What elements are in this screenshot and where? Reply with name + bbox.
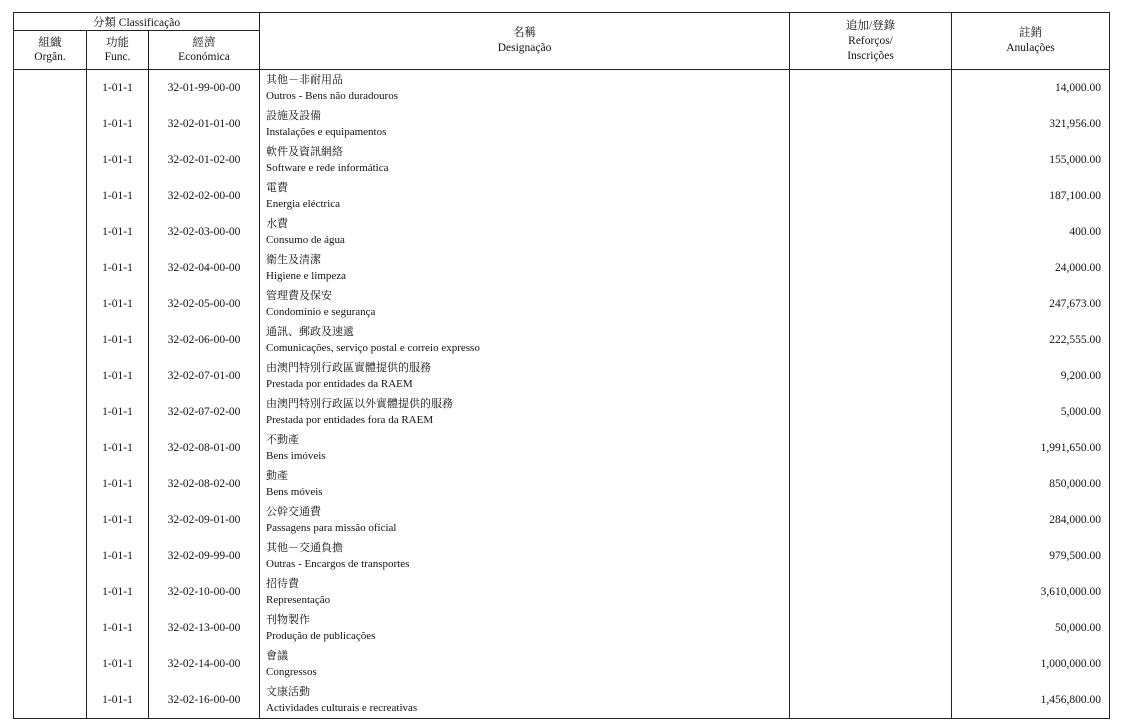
- header-anulacoes-zh: 註銷: [1019, 27, 1043, 39]
- anulacoes-cell: 1,000,000.00: [952, 646, 1110, 682]
- func-cell: 1-01-1: [87, 394, 149, 430]
- economica-cell: 32-02-10-00-00: [149, 574, 260, 610]
- designacao-cell: [260, 70, 790, 107]
- designacao-zh: 其他－非耐用品: [266, 73, 344, 86]
- table-row: [14, 646, 1110, 682]
- table-row: [14, 322, 1110, 358]
- anulacoes-cell: 321,956.00: [952, 106, 1110, 142]
- reforcos-cell: [790, 142, 952, 178]
- reforcos-cell: [790, 574, 952, 610]
- anulacoes-cell: 9,200.00: [952, 358, 1110, 394]
- anulacoes-cell: 187,100.00: [952, 178, 1110, 214]
- organ-cell: [14, 646, 87, 682]
- table-row: [14, 466, 1110, 502]
- header-classificacao: 分類 Classificação: [14, 13, 260, 31]
- economica-cell: 32-02-13-00-00: [149, 610, 260, 646]
- designacao-cell: [260, 358, 790, 394]
- designacao-pt: Produção de publicações: [266, 630, 376, 642]
- header-organ-zh: 組織: [38, 37, 62, 49]
- organ-cell: [14, 250, 87, 286]
- organ-cell: [14, 610, 87, 646]
- designacao-zh: 設施及設備: [266, 109, 322, 122]
- func-cell: 1-01-1: [87, 214, 149, 250]
- designacao-zh: 由澳門特別行政區實體提供的服務: [266, 361, 432, 374]
- organ-cell: [14, 502, 87, 538]
- func-cell: 1-01-1: [87, 610, 149, 646]
- economica-cell: 32-02-07-02-00: [149, 394, 260, 430]
- organ-cell: [14, 394, 87, 430]
- anulacoes-cell: 5,000.00: [952, 394, 1110, 430]
- designacao-pt: Software e rede informática: [266, 162, 389, 174]
- table-row: [14, 538, 1110, 574]
- economica-cell: 32-02-09-99-00: [149, 538, 260, 574]
- reforcos-cell: [790, 430, 952, 466]
- func-cell: 1-01-1: [87, 646, 149, 682]
- designacao-cell: [260, 250, 790, 286]
- reforcos-cell: [790, 538, 952, 574]
- designacao-zh: 衛生及清潔: [266, 253, 322, 266]
- anulacoes-cell: 1,991,650.00: [952, 430, 1110, 466]
- designacao-pt: Passagens para missão oficial: [266, 522, 397, 534]
- designacao-zh: 軟件及資訊網絡: [266, 145, 344, 158]
- economica-cell: 32-02-07-01-00: [149, 358, 260, 394]
- designacao-pt: Bens imóveis: [266, 450, 326, 462]
- reforcos-cell: [790, 358, 952, 394]
- designacao-zh: 其他－交通負擔: [266, 541, 344, 554]
- header-reforcos-zh: 追加/登錄: [845, 19, 896, 32]
- designacao-cell: [260, 430, 790, 466]
- func-cell: 1-01-1: [87, 538, 149, 574]
- economica-cell: 32-02-05-00-00: [149, 286, 260, 322]
- designacao-zh: 招待費: [266, 577, 300, 590]
- designacao-cell: [260, 610, 790, 646]
- header-designacao: [260, 13, 790, 70]
- reforcos-cell: [790, 610, 952, 646]
- func-cell: 1-01-1: [87, 466, 149, 502]
- anulacoes-cell: 222,555.00: [952, 322, 1110, 358]
- header-designacao-zh: 名稱: [513, 27, 537, 39]
- func-cell: 1-01-1: [87, 682, 149, 719]
- func-cell: 1-01-1: [87, 358, 149, 394]
- table-row: [14, 178, 1110, 214]
- func-cell: 1-01-1: [87, 250, 149, 286]
- designacao-zh: 管理費及保安: [266, 289, 333, 302]
- reforcos-cell: [790, 466, 952, 502]
- anulacoes-cell: 14,000.00: [952, 70, 1110, 107]
- organ-cell: [14, 430, 87, 466]
- designacao-zh: 通訊、郵政及速遞: [266, 325, 355, 338]
- organ-cell: [14, 214, 87, 250]
- designacao-pt: Prestada por entidades da RAEM: [266, 378, 413, 390]
- designacao-cell: [260, 394, 790, 430]
- designacao-pt: Outras - Encargos de transportes: [266, 558, 410, 570]
- economica-cell: 32-02-09-01-00: [149, 502, 260, 538]
- table-row: [14, 502, 1110, 538]
- organ-cell: [14, 682, 87, 719]
- header-economica: [149, 31, 260, 70]
- organ-cell: [14, 178, 87, 214]
- organ-cell: [14, 574, 87, 610]
- designacao-cell: [260, 466, 790, 502]
- anulacoes-cell: 400.00: [952, 214, 1110, 250]
- designacao-cell: [260, 646, 790, 682]
- economica-cell: 32-01-99-00-00: [149, 70, 260, 107]
- table-row: [14, 682, 1110, 719]
- table-row: [14, 250, 1110, 286]
- header-func: [87, 31, 149, 70]
- reforcos-cell: [790, 106, 952, 142]
- header-reforcos: [790, 13, 952, 70]
- designacao-cell: [260, 106, 790, 142]
- anulacoes-cell: 979,500.00: [952, 538, 1110, 574]
- func-cell: 1-01-1: [87, 430, 149, 466]
- func-cell: 1-01-1: [87, 70, 149, 107]
- header-func-pt: Func.: [104, 51, 131, 63]
- header-anulacoes-pt: Anulações: [1006, 42, 1055, 54]
- table-row: [14, 286, 1110, 322]
- table-row: [14, 610, 1110, 646]
- designacao-zh: 電費: [266, 181, 289, 194]
- designacao-cell: [260, 538, 790, 574]
- func-cell: 1-01-1: [87, 142, 149, 178]
- economica-cell: 32-02-01-02-00: [149, 142, 260, 178]
- designacao-zh: 會議: [266, 649, 289, 662]
- economica-cell: 32-02-08-02-00: [149, 466, 260, 502]
- economica-cell: 32-02-02-00-00: [149, 178, 260, 214]
- table-row: [14, 358, 1110, 394]
- organ-cell: [14, 538, 87, 574]
- anulacoes-cell: 3,610,000.00: [952, 574, 1110, 610]
- organ-cell: [14, 322, 87, 358]
- designacao-zh: 動產: [266, 469, 289, 482]
- organ-cell: [14, 70, 87, 107]
- designacao-zh: 文康活動: [266, 685, 311, 698]
- organ-cell: [14, 286, 87, 322]
- economica-cell: 32-02-04-00-00: [149, 250, 260, 286]
- economica-cell: 32-02-14-00-00: [149, 646, 260, 682]
- header-designacao-pt: Designação: [497, 42, 552, 54]
- designacao-zh: 刊物製作: [266, 613, 311, 626]
- designacao-zh: 由澳門特別行政區以外實體提供的服務: [266, 397, 454, 410]
- table-row: [14, 142, 1110, 178]
- organ-cell: [14, 466, 87, 502]
- economica-cell: 32-02-16-00-00: [149, 682, 260, 719]
- reforcos-cell: [790, 394, 952, 430]
- designacao-cell: [260, 214, 790, 250]
- header-func-zh: 功能: [106, 37, 129, 49]
- anulacoes-cell: 24,000.00: [952, 250, 1110, 286]
- header-reforcos-pt1: Reforços/: [848, 34, 893, 47]
- economica-cell: 32-02-01-01-00: [149, 106, 260, 142]
- table-row: [14, 574, 1110, 610]
- func-cell: 1-01-1: [87, 106, 149, 142]
- anulacoes-cell: 284,000.00: [952, 502, 1110, 538]
- anulacoes-cell: 155,000.00: [952, 142, 1110, 178]
- organ-cell: [14, 142, 87, 178]
- designacao-pt: Instalações e equipamentos: [266, 126, 387, 138]
- func-cell: 1-01-1: [87, 178, 149, 214]
- reforcos-cell: [790, 502, 952, 538]
- table-row: [14, 70, 1110, 107]
- economica-cell: 32-02-06-00-00: [149, 322, 260, 358]
- table-row: [14, 106, 1110, 142]
- func-cell: 1-01-1: [87, 574, 149, 610]
- economica-cell: 32-02-08-01-00: [149, 430, 260, 466]
- anulacoes-cell: 1,456,800.00: [952, 682, 1110, 719]
- header-row-1: [14, 13, 1110, 31]
- reforcos-cell: [790, 286, 952, 322]
- designacao-cell: [260, 142, 790, 178]
- economica-cell: 32-02-03-00-00: [149, 214, 260, 250]
- reforcos-cell: [790, 178, 952, 214]
- header-reforcos-pt2: Inscrições: [847, 49, 894, 62]
- designacao-pt: Actividades culturais e recreativas: [266, 702, 418, 714]
- anulacoes-cell: 850,000.00: [952, 466, 1110, 502]
- designacao-pt: Energia eléctrica: [266, 198, 341, 210]
- reforcos-cell: [790, 70, 952, 107]
- designacao-pt: Condomínio e segurança: [266, 306, 376, 318]
- designacao-pt: Prestada por entidades fora da RAEM: [266, 414, 434, 426]
- anulacoes-cell: 50,000.00: [952, 610, 1110, 646]
- designacao-cell: [260, 286, 790, 322]
- reforcos-cell: [790, 646, 952, 682]
- designacao-pt: Congressos: [266, 666, 317, 678]
- func-cell: 1-01-1: [87, 502, 149, 538]
- designacao-cell: [260, 682, 790, 719]
- header-anulacoes: [952, 13, 1110, 70]
- budget-table: [13, 12, 1110, 719]
- reforcos-cell: [790, 322, 952, 358]
- table-row: [14, 394, 1110, 430]
- reforcos-cell: [790, 214, 952, 250]
- reforcos-cell: [790, 250, 952, 286]
- designacao-pt: Higiene e limpeza: [266, 270, 347, 282]
- designacao-pt: Outros - Bens não duradouros: [266, 90, 398, 102]
- designacao-cell: [260, 502, 790, 538]
- designacao-pt: Bens móveis: [266, 486, 323, 498]
- designacao-zh: 水費: [266, 217, 289, 230]
- designacao-cell: [260, 574, 790, 610]
- designacao-pt: Representação: [266, 594, 331, 606]
- header-economica-pt: Económica: [178, 51, 230, 63]
- designacao-cell: [260, 178, 790, 214]
- func-cell: 1-01-1: [87, 322, 149, 358]
- designacao-zh: 不動產: [266, 433, 300, 446]
- header-organ-pt: Orgân.: [34, 51, 66, 63]
- organ-cell: [14, 358, 87, 394]
- header-organ: [14, 31, 87, 70]
- organ-cell: [14, 106, 87, 142]
- reforcos-cell: [790, 682, 952, 719]
- table-row: [14, 214, 1110, 250]
- header-economica-zh: 經濟: [192, 37, 216, 49]
- designacao-pt: Comunicações, serviço postal e correio expresso: [266, 342, 480, 354]
- designacao-zh: 公幹交通費: [266, 505, 322, 518]
- designacao-cell: [260, 322, 790, 358]
- table-row: [14, 430, 1110, 466]
- anulacoes-cell: 247,673.00: [952, 286, 1110, 322]
- designacao-pt: Consumo de água: [266, 234, 345, 246]
- func-cell: 1-01-1: [87, 286, 149, 322]
